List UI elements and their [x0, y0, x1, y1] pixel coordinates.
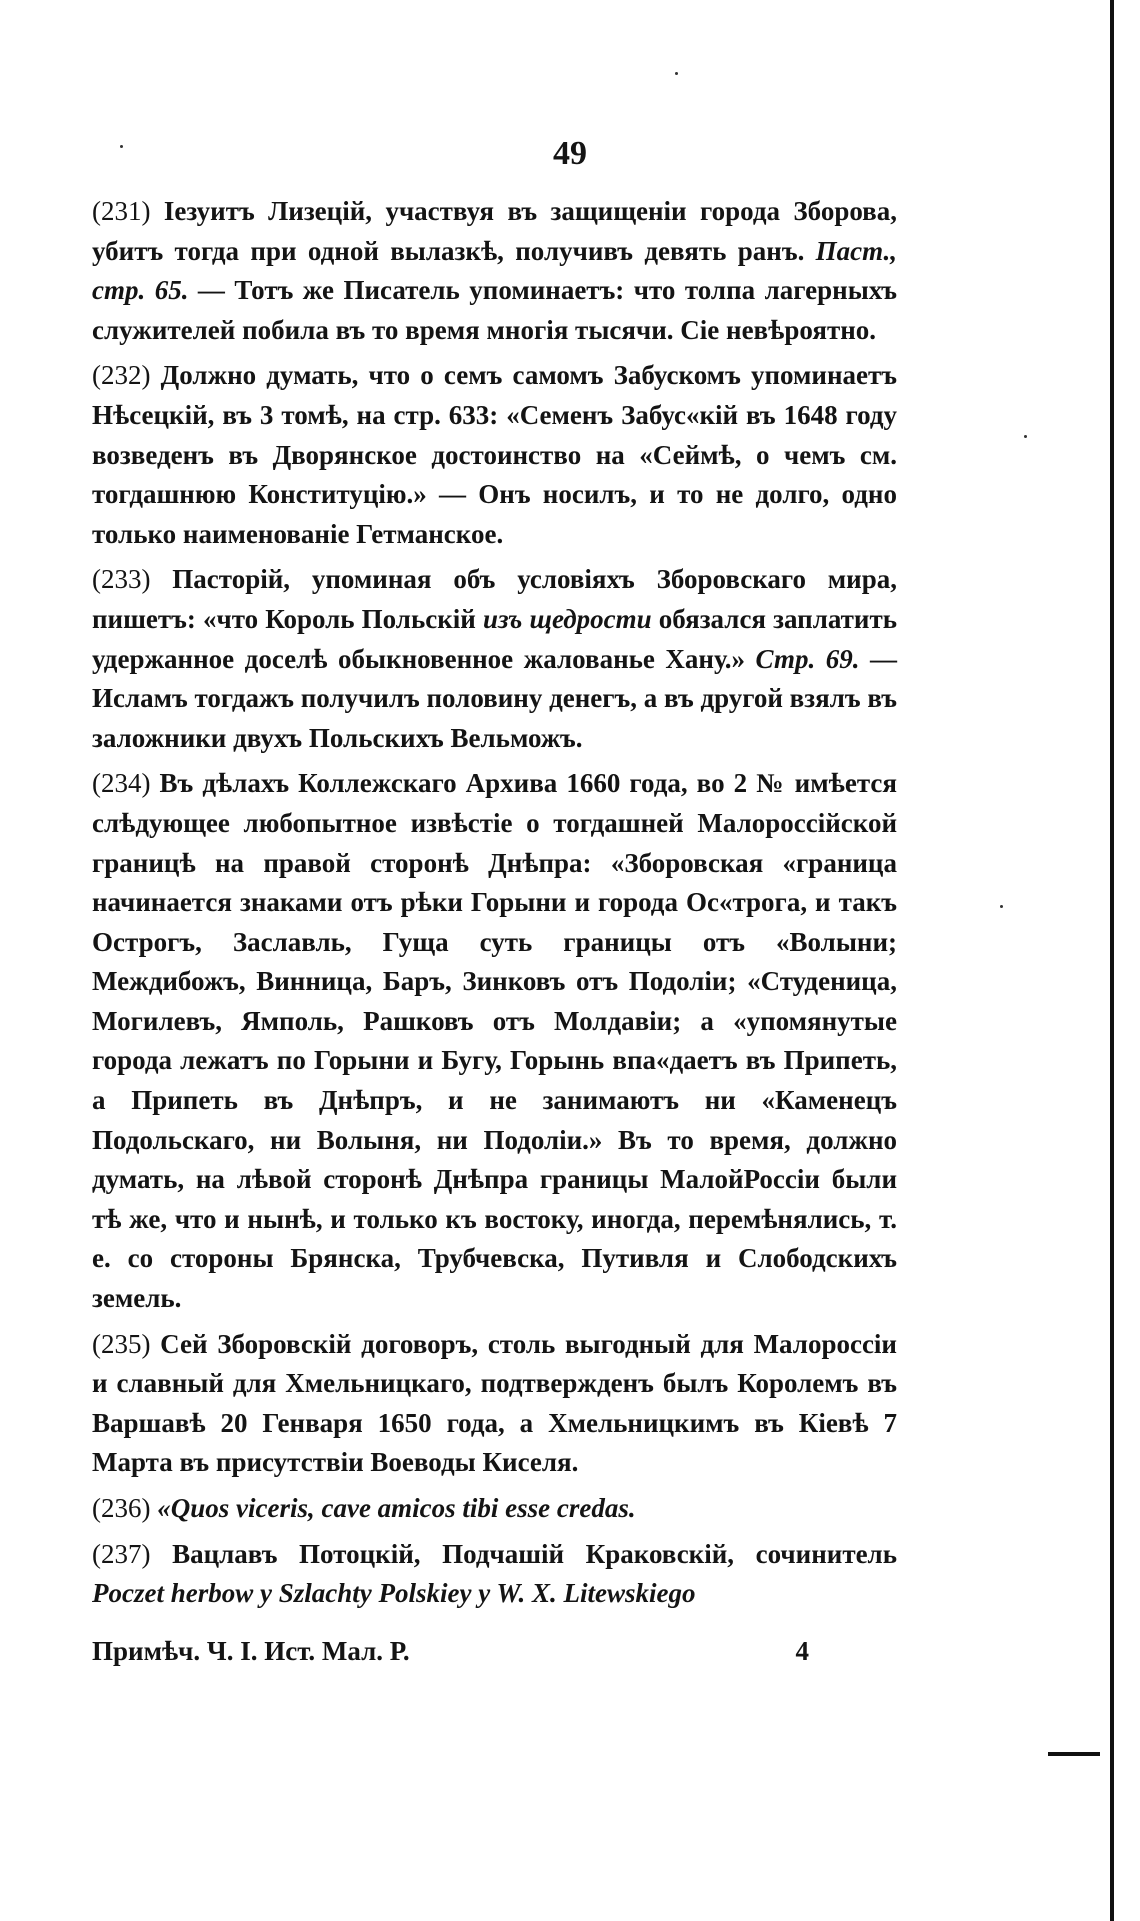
footnote-text: — Тотъ же Писатель упоминаетъ: что толпа лагерныхъ служителей побила въ то время многiя тысячи. Сiе невѣроятно. — [92, 275, 897, 345]
footnote-italic-text: «Quos viceris, cave amicos tibi esse credas. — [150, 1493, 636, 1523]
footnote — [92, 356, 897, 554]
scan-speck — [675, 72, 678, 75]
footnote-number: (235) — [92, 1328, 151, 1359]
footnote-number: (233) — [92, 564, 151, 595]
scan-speck — [1024, 435, 1027, 438]
footnote-italic-text: Стр. 69. — [755, 643, 860, 674]
scan-speck — [120, 145, 123, 148]
footnote — [92, 560, 897, 758]
page-number: 49 — [553, 135, 587, 172]
scan-edge-line — [1110, 0, 1114, 1921]
page-footer — [92, 1636, 897, 1667]
footnote-italic-text: Паст., стр. 65. — [92, 235, 897, 306]
footnote-number: (231) — [92, 196, 151, 226]
footnote-number: (234) — [92, 768, 151, 799]
footnote — [92, 1535, 897, 1614]
footnote — [92, 1325, 897, 1483]
footnote-text: Iезуитъ Лизецiй, участвуя въ защищенiи города Зборова, убитъ тогда при одной вылазкѣ, получивъ девять ранъ. — [92, 196, 897, 266]
footnote-text: Сей Зборовскiй договоръ, столь выгодный для Малороссiи и славный для Хмельницкаго, подтвержденъ былъ Королемъ въ Варшавѣ 20 Генваря 1650 года, а Хмельницкимъ въ Кiевѣ 7 Марта въ присутствiи Воеводы Киселя. — [92, 1328, 897, 1478]
footnote-text: Въ дѣлахъ Коллежскаго Архива 1660 года, во 2 № имѣется слѣдующее любопытное извѣстiе о тогдашней Малороссiйской границѣ на правой сторонѣ Днѣпра: «Зборовская «граница начинается знаками отъ рѣки Горыни и города Ос«трога, и такъ Острогъ, Заславль, Гуща суть границы отъ «Волыни; Междибожъ, Винница, Баръ, Зинковъ отъ Подолiи; «Студеница, Могилевъ, Ямполь, Рашковъ отъ Молдавiи; а «упомянутые города лежатъ по Горыни и Бугу, Горынь впа«даетъ въ Припеть, а Припеть въ Днѣпръ, и не занимаютъ ни «Каменецъ Подольскаго, ни Волыня, ни Подолiи.» Въ то время, должно думать, на лѣвой сторонѣ Днѣпра границы МалойРоссiи были тѣ же, что и нынѣ, и только къ востоку, иногда, перемѣнялись, т. е. со стороны Брянска, Трубчевска, Путивля и Слободскихъ земель. — [92, 768, 897, 1314]
footnote-number: (236) — [92, 1493, 151, 1523]
footnotes-block — [92, 192, 897, 1620]
footnote-text: Вацлавъ Потоцкiй, Подчашiй Краковскiй, сочинитель — [150, 1538, 897, 1569]
signature-line: Примѣч. Ч. I. Ист. Мал. Р. — [92, 1636, 410, 1666]
footnote — [92, 1489, 897, 1529]
footnote — [92, 764, 897, 1318]
footnote-text: Должно думать, что о семъ самомъ Забускомъ упоминаетъ Нѣсецкiй, въ 3 томѣ, на стр. 633: «Семенъ Забус«кiй въ 1648 году возведенъ въ Дворянское достоинство на «Сеймѣ, о чемъ см. тогдашнюю Конституцiю.» — Онъ носилъ, и то не долго, одно только наименованiе Гетманское. — [92, 360, 897, 549]
margin-dash — [1048, 1752, 1100, 1756]
footnote — [92, 192, 897, 350]
signature-mark: 4 — [795, 1636, 809, 1666]
footnote-italic-text: изъ щедрости — [482, 603, 652, 634]
footnote-number: (232) — [92, 360, 151, 391]
footnote-number: (237) — [92, 1538, 151, 1569]
footnote-text: Пасторiй, упоминая объ условiяхъ Зборовскаго мира, пишетъ: «что Король Польскiй — [92, 564, 897, 634]
footnote-italic-text: Poczet herbow y Szlachty Polskiey y W. X. Litewskiego — [92, 1578, 696, 1609]
footnote-text: обязался заплатить удержанное доселѣ обыкновенное жалованье Хану.» — [92, 603, 898, 674]
footnote-text: — Исламъ тогдажъ получилъ половину денегъ, а въ другой взялъ въ заложники двухъ Польскихъ Вельможъ. — [92, 643, 897, 753]
scan-speck — [1000, 905, 1003, 908]
